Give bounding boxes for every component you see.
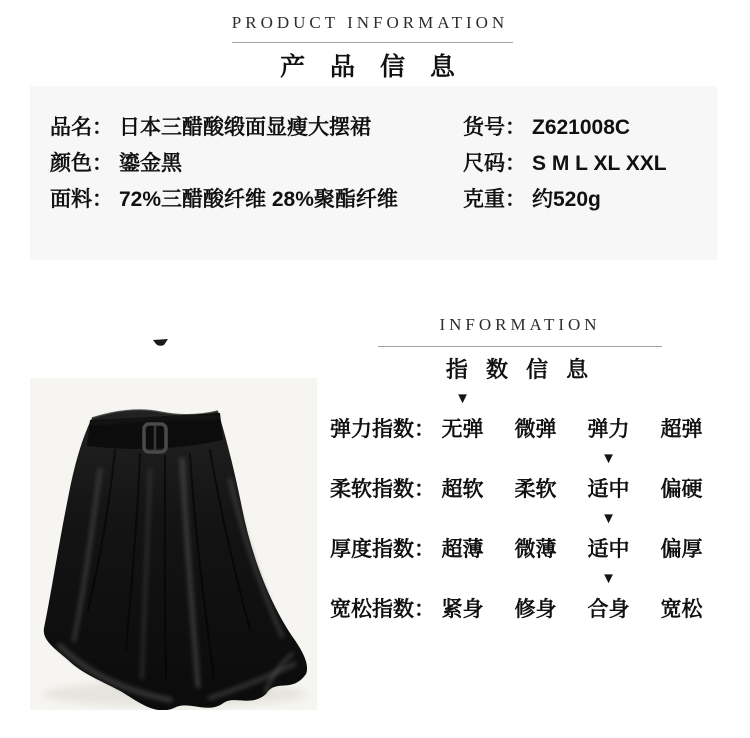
spec-value: 72%三醋酸纤维 28%聚酯纤维 [119, 188, 398, 211]
selected-marker-icon: ▼ [455, 389, 470, 407]
index-option: 偏硬 [660, 478, 703, 501]
index-row-label: 柔软指数： [330, 478, 435, 501]
heading-divider-line [232, 42, 513, 43]
selected-marker-icon: ▼ [601, 509, 616, 527]
skirt-illustration [30, 378, 317, 710]
spec-value: Z621008C [532, 116, 631, 139]
index-option: 无弹 [441, 418, 484, 441]
selected-marker-icon: ▼ [601, 449, 616, 467]
spec-row-fabric [50, 182, 398, 218]
index-option: 超薄 [441, 538, 484, 561]
spec-row-item-no [463, 110, 667, 146]
spec-column-right [463, 110, 667, 218]
spec-label: 颜色： [50, 152, 113, 175]
index-option: 柔软 [514, 478, 557, 501]
spec-label: 面料： [50, 188, 113, 211]
index-option: 适中 [587, 478, 630, 501]
index-option: 超软 [441, 478, 484, 501]
index-option: 紧身 [441, 598, 484, 621]
product-info-heading-cn: 产 品 信 息 [280, 53, 464, 81]
spec-column-left [50, 110, 398, 218]
spec-row-weight [463, 182, 667, 218]
index-option: 合身 [587, 598, 630, 621]
index-heading-en: INFORMATION [439, 315, 601, 334]
index-row-label: 厚度指数： [330, 538, 435, 561]
spec-value: S M L XL XXL [532, 152, 667, 175]
index-option: 微薄 [514, 538, 557, 561]
index-option: 超弹 [660, 418, 703, 441]
spec-label: 品名： [50, 116, 113, 139]
selected-marker-icon: ▼ [601, 569, 616, 587]
index-option: 偏厚 [660, 538, 703, 561]
hanger-hook-tip [151, 337, 171, 349]
index-divider-line [378, 346, 662, 347]
index-row-label: 宽松指数： [330, 598, 435, 621]
index-option: 修身 [514, 598, 557, 621]
index-option: 微弹 [514, 418, 557, 441]
spec-value: 日本三醋酸缎面显瘦大摆裙 [119, 116, 371, 139]
index-row-label: 弹力指数： [330, 418, 435, 441]
product-spec-box [30, 86, 717, 260]
spec-value: 约520g [532, 188, 601, 211]
spec-label: 尺码： [463, 152, 526, 175]
spec-row-name [50, 110, 398, 146]
index-option: 宽松 [660, 598, 703, 621]
index-table [330, 384, 718, 624]
product-photo [30, 378, 317, 710]
spec-row-sizes [463, 146, 667, 182]
spec-label: 货号： [463, 116, 526, 139]
product-info-heading-en: PRODUCT INFORMATION [231, 13, 509, 32]
index-heading-cn: 指 数 信 息 [445, 357, 595, 382]
spec-value: 鎏金黑 [119, 152, 182, 175]
index-option: 弹力 [587, 418, 630, 441]
spec-label: 克重： [463, 188, 526, 211]
index-option: 适中 [587, 538, 630, 561]
spec-row-color [50, 146, 398, 182]
